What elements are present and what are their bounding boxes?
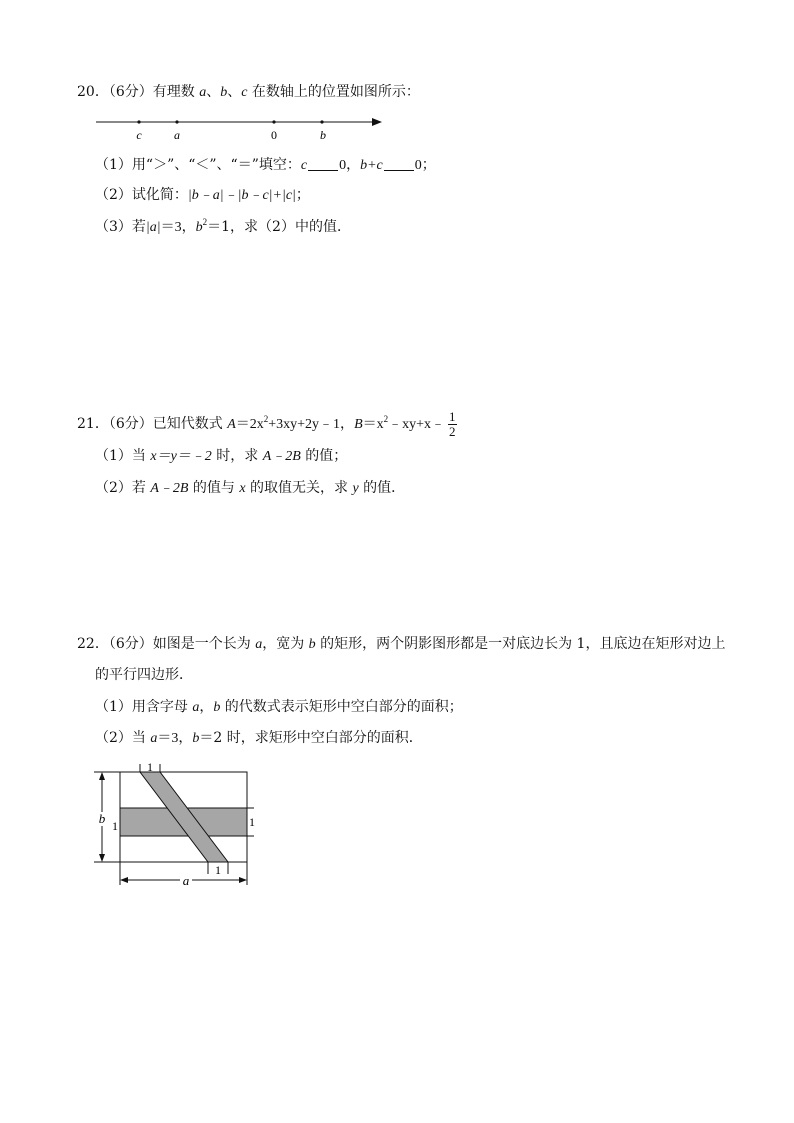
q22-p2-text: （2）当 xyxy=(95,730,151,746)
var-c: c xyxy=(300,158,308,173)
exponent: 2 xyxy=(383,414,389,424)
point-c xyxy=(137,120,140,123)
sep: 、 xyxy=(227,84,242,100)
abs-a: |a| xyxy=(145,220,161,235)
var-a: a xyxy=(255,637,263,652)
var-b: b xyxy=(213,700,221,715)
q22-stem-text: 如图是一个长为 xyxy=(152,636,256,652)
axis-label-zero: 0 xyxy=(271,128,277,142)
label-right-1: 1 xyxy=(249,815,255,829)
q22-number: 22． xyxy=(77,636,109,652)
q22-stem-text: ，宽为 xyxy=(262,636,309,652)
q22-stem xyxy=(77,634,725,655)
axis-label-a: a xyxy=(174,128,180,142)
expr-A-2B: A﹣2B xyxy=(150,481,189,496)
arrow-up-icon xyxy=(99,772,105,780)
q20-p2-text: （2）试化简： xyxy=(95,187,188,203)
fraction-numerator: 1 xyxy=(449,408,456,424)
q20-stem-text: 在数轴上的位置如图所示： xyxy=(247,84,420,100)
var-a: a xyxy=(150,731,158,746)
q21-p1-text: 时，求 xyxy=(211,448,263,464)
arrow-head-icon xyxy=(372,118,382,126)
var-a: a xyxy=(199,85,207,100)
q21-p2-text: 的取值无关，求 xyxy=(245,480,353,496)
number-line-figure xyxy=(90,110,390,146)
axis-label-c: c xyxy=(136,128,142,142)
q20-p1-text: （1）用“＞”、“＜”、“＝”填空： xyxy=(95,157,301,173)
arrow-right-icon xyxy=(239,877,247,883)
fraction-one-half xyxy=(448,410,457,439)
var-B: B xyxy=(354,417,363,432)
var-b: b xyxy=(195,220,203,235)
q21-number: 21． xyxy=(77,416,109,432)
expr-B: ＝x xyxy=(362,417,384,432)
q22-stem-cont xyxy=(95,665,193,685)
sep: 、 xyxy=(206,84,221,100)
q22-p2-text: ＝2 时，求矩形中空白部分的面积． xyxy=(199,730,423,746)
q21-p2-text: 的值与 xyxy=(188,480,240,496)
arrow-left-icon xyxy=(120,877,128,883)
q21-p1-text: 的值； xyxy=(300,448,348,464)
q22-part1 xyxy=(95,697,463,718)
punct: ； xyxy=(295,187,310,203)
q20-stem xyxy=(77,82,420,103)
q20-part1 xyxy=(95,155,436,176)
expr-A: +3xy+2y﹣1， xyxy=(268,417,355,432)
rectangle-figure xyxy=(88,760,268,890)
q21-score: （6分） xyxy=(108,416,153,432)
eq-text: ＝3， xyxy=(160,220,196,235)
q21-part2 xyxy=(95,478,405,499)
var-x: x xyxy=(239,481,246,496)
axis-label-b: b xyxy=(320,128,326,142)
answer-blank[interactable] xyxy=(384,156,414,171)
q22-p1-text: （1）用含字母 xyxy=(95,699,193,715)
q22-stem-text: 的平行四边形． xyxy=(95,667,193,683)
q22-part2 xyxy=(95,728,423,749)
exponent: 2 xyxy=(202,217,208,227)
var-c: c xyxy=(241,85,248,100)
q22-stem-text: 的矩形，两个阴影图形都是一对底边长为 1，且底边在矩形对边上 xyxy=(315,636,726,652)
label-top-1: 1 xyxy=(147,760,153,774)
q20-stem-text: 有理数 xyxy=(152,84,200,100)
q21-stem xyxy=(77,406,457,442)
expr-A-2B: A﹣2B xyxy=(262,449,301,464)
punct: ， xyxy=(199,699,214,715)
q21-p2-text: （2）若 xyxy=(95,480,151,496)
point-b xyxy=(320,120,323,123)
zero-text: 0； xyxy=(414,158,436,173)
expr-b-plus-c: b+c xyxy=(360,158,383,173)
q20-part3 xyxy=(95,217,351,238)
expr-B: ﹣xy+x﹣ xyxy=(388,417,446,432)
var-y: y xyxy=(352,481,359,496)
eq-text: ＝3， xyxy=(157,731,193,746)
arrow-down-icon xyxy=(99,854,105,862)
var-A: A xyxy=(227,417,236,432)
fraction-denominator: 2 xyxy=(449,423,456,439)
label-left-1: 1 xyxy=(112,819,118,833)
exponent: 2 xyxy=(263,414,269,424)
point-a xyxy=(175,120,178,123)
q21-p2-text: 的值． xyxy=(358,480,406,496)
q20-p3-text: ＝1，求（2）中的值． xyxy=(207,219,351,235)
q20-p3-text: （3）若 xyxy=(95,219,146,235)
label-left-b: b xyxy=(98,811,106,826)
label-bottom-1: 1 xyxy=(215,863,221,877)
var-b: b xyxy=(220,85,228,100)
answer-blank[interactable] xyxy=(308,156,338,171)
expr-A: ＝2x xyxy=(235,417,264,432)
var-b: b xyxy=(308,637,316,652)
var-b: b xyxy=(192,731,200,746)
q20-score: （6分） xyxy=(108,84,153,100)
zero-text: 0， xyxy=(339,158,361,173)
point-zero xyxy=(272,120,275,123)
q20-number: 20． xyxy=(77,84,109,100)
abs-expression: |b﹣a|﹣|b﹣c|+|c| xyxy=(187,188,296,203)
q21-p1-text: （1）当 xyxy=(95,448,151,464)
condition-expr: x＝y＝﹣2 xyxy=(150,449,212,464)
q21-part1 xyxy=(95,446,347,467)
q22-p1-text: 的代数式表示矩形中空白部分的面积； xyxy=(220,699,463,715)
var-a: a xyxy=(192,700,200,715)
label-bottom-a: a xyxy=(182,873,190,888)
q21-stem-text: 已知代数式 xyxy=(152,416,228,432)
q20-part2 xyxy=(95,185,310,206)
q22-score: （6分） xyxy=(108,636,153,652)
